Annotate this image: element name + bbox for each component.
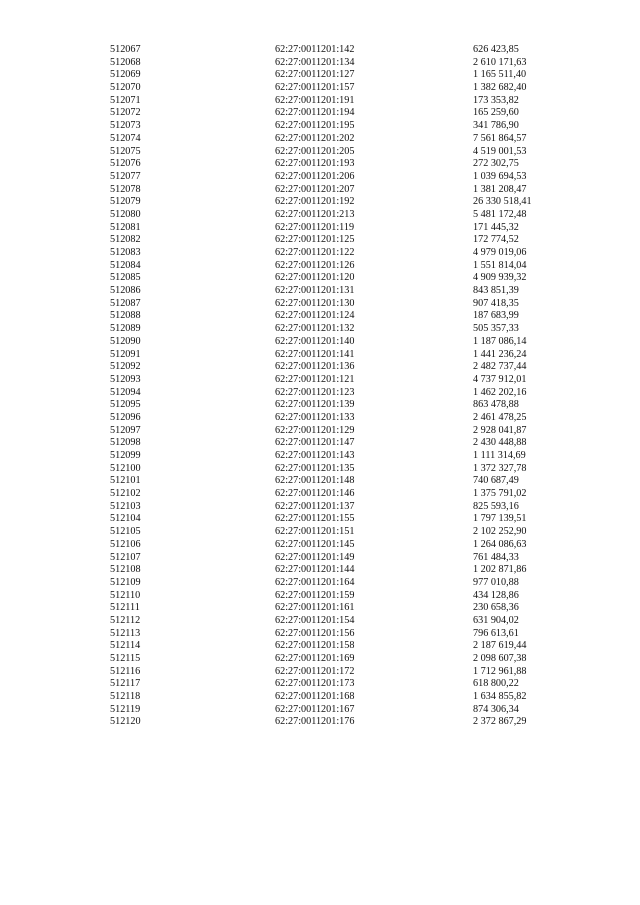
cadastral-number-cell: 62:27:0011201:168: [275, 691, 355, 703]
table-row: [110, 399, 570, 412]
cadastral-number-cell: 62:27:0011201:136: [275, 361, 355, 373]
cadastral-number-cell: 62:27:0011201:151: [275, 526, 355, 538]
value-cell: 1 634 855,82: [473, 691, 527, 703]
cadastral-number-cell: 62:27:0011201:129: [275, 424, 355, 436]
row-number-cell: 512107: [110, 551, 141, 563]
row-number-cell: 512067: [110, 44, 141, 55]
row-number-cell: 512077: [110, 170, 141, 182]
value-cell: 5 481 172,48: [473, 208, 527, 220]
table-row: [110, 247, 570, 260]
table-row: [110, 501, 570, 514]
table-row: [110, 615, 570, 628]
table-row: [110, 412, 570, 425]
table-row: [110, 640, 570, 653]
row-number-cell: 512102: [110, 488, 141, 500]
value-cell: 631 904,02: [473, 614, 519, 626]
table-row: [110, 57, 570, 70]
table-row: [110, 374, 570, 387]
cadastral-number-cell: 62:27:0011201:143: [275, 450, 355, 461]
row-number-cell: 512113: [110, 627, 141, 639]
table-row: [110, 171, 570, 184]
cadastral-number-cell: 62:27:0011201:125: [275, 234, 355, 246]
cadastral-number-cell: 62:27:0011201:148: [275, 475, 355, 487]
value-cell: 843 851,39: [473, 285, 519, 297]
cadastral-number-cell: 62:27:0011201:124: [275, 310, 355, 322]
table-row: [110, 95, 570, 108]
table-row: [110, 222, 570, 235]
cadastral-number-cell: 62:27:0011201:169: [275, 653, 355, 664]
table-row: [110, 146, 570, 159]
value-cell: 2 610 171,63: [473, 56, 527, 68]
row-number-cell: 512111: [110, 602, 140, 614]
cadastral-number-cell: 62:27:0011201:173: [275, 678, 355, 690]
cadastral-number-cell: 62:27:0011201:207: [275, 183, 355, 195]
table-row: [110, 298, 570, 311]
cadastral-number-cell: 62:27:0011201:134: [275, 56, 355, 68]
cadastral-number-cell: 62:27:0011201:140: [275, 335, 355, 347]
table-row: [110, 361, 570, 374]
value-cell: 761 484,33: [473, 551, 519, 563]
table-row: [110, 577, 570, 590]
value-cell: 1 187 086,14: [473, 335, 527, 347]
table-row: [110, 564, 570, 577]
value-cell: 626 423,85: [473, 44, 519, 55]
row-number-cell: 512071: [110, 94, 141, 106]
table-row: [110, 196, 570, 209]
value-cell: 2 482 737,44: [473, 361, 527, 373]
cadastral-number-cell: 62:27:0011201:176: [275, 716, 355, 728]
table-row: [110, 425, 570, 438]
value-cell: 434 128,86: [473, 589, 519, 601]
row-number-cell: 512100: [110, 462, 141, 474]
row-number-cell: 512115: [110, 653, 141, 664]
value-cell: 1 462 202,16: [473, 386, 527, 398]
value-cell: 4 979 019,06: [473, 247, 527, 258]
row-number-cell: 512119: [110, 703, 141, 715]
table-row: [110, 590, 570, 603]
value-cell: 825 593,16: [473, 500, 519, 512]
value-cell: 2 430 448,88: [473, 437, 527, 449]
value-cell: 173 353,82: [473, 94, 519, 106]
row-number-cell: 512117: [110, 678, 141, 690]
table-row: [110, 44, 570, 57]
row-number-cell: 512080: [110, 208, 141, 220]
table-row: [110, 653, 570, 666]
row-number-cell: 512097: [110, 424, 141, 436]
row-number-cell: 512110: [110, 589, 141, 601]
table-row: [110, 628, 570, 641]
value-cell: 1 441 236,24: [473, 348, 527, 360]
row-number-cell: 512087: [110, 297, 141, 309]
cadastral-number-cell: 62:27:0011201:120: [275, 272, 355, 284]
value-cell: 1 111 314,69: [473, 450, 526, 461]
table-row: [110, 387, 570, 400]
table-row: [110, 323, 570, 336]
row-number-cell: 512075: [110, 145, 141, 157]
cadastral-number-cell: 62:27:0011201:144: [275, 564, 355, 576]
cadastral-number-cell: 62:27:0011201:194: [275, 107, 355, 119]
cadastral-number-cell: 62:27:0011201:195: [275, 120, 355, 132]
value-cell: 874 306,34: [473, 703, 519, 715]
value-cell: 2 928 041,87: [473, 424, 527, 436]
table-row: [110, 336, 570, 349]
row-number-cell: 512074: [110, 132, 141, 144]
cadastral-number-cell: 62:27:0011201:146: [275, 488, 355, 500]
table-row: [110, 704, 570, 717]
row-number-cell: 512084: [110, 259, 141, 271]
value-cell: 977 010,88: [473, 576, 519, 588]
value-cell: 4 519 001,53: [473, 145, 527, 157]
row-number-cell: 512096: [110, 411, 141, 423]
value-cell: 505 357,33: [473, 323, 519, 335]
cadastral-number-cell: 62:27:0011201:137: [275, 500, 355, 512]
table-row: [110, 158, 570, 171]
cadastral-number-cell: 62:27:0011201:127: [275, 69, 355, 81]
table-row: [110, 513, 570, 526]
cadastral-number-cell: 62:27:0011201:131: [275, 285, 355, 297]
value-cell: 2 187 619,44: [473, 640, 527, 652]
value-cell: 740 687,49: [473, 475, 519, 487]
value-cell: 26 330 518,41: [473, 196, 532, 208]
value-cell: 4 737 912,01: [473, 373, 527, 385]
row-number-cell: 512094: [110, 386, 141, 398]
row-number-cell: 512098: [110, 437, 141, 449]
value-cell: 187 683,99: [473, 310, 519, 322]
cadastral-number-cell: 62:27:0011201:213: [275, 208, 355, 220]
cadastral-number-cell: 62:27:0011201:157: [275, 82, 355, 94]
cadastral-number-cell: 62:27:0011201:154: [275, 614, 355, 626]
cadastral-number-cell: 62:27:0011201:147: [275, 437, 355, 449]
row-number-cell: 512120: [110, 716, 141, 728]
value-cell: 165 259,60: [473, 107, 519, 119]
cadastral-number-cell: 62:27:0011201:141: [275, 348, 355, 360]
row-number-cell: 512081: [110, 221, 141, 233]
value-cell: 2 098 607,38: [473, 653, 527, 664]
value-cell: 4 909 939,32: [473, 272, 527, 284]
cadastral-number-cell: 62:27:0011201:193: [275, 158, 355, 170]
row-number-cell: 512099: [110, 450, 141, 461]
cadastral-number-cell: 62:27:0011201:126: [275, 259, 355, 271]
row-number-cell: 512114: [110, 640, 141, 652]
table-row: [110, 463, 570, 476]
table-row: [110, 349, 570, 362]
row-number-cell: 512082: [110, 234, 141, 246]
value-cell: 907 418,35: [473, 297, 519, 309]
value-cell: 171 445,32: [473, 221, 519, 233]
cadastral-number-cell: 62:27:0011201:158: [275, 640, 355, 652]
row-number-cell: 512112: [110, 614, 141, 626]
table-row: [110, 285, 570, 298]
value-cell: 1 264 086,63: [473, 538, 527, 550]
row-number-cell: 512083: [110, 247, 141, 258]
row-number-cell: 512078: [110, 183, 141, 195]
row-number-cell: 512116: [110, 665, 141, 677]
table-row: [110, 120, 570, 133]
table-row: [110, 526, 570, 539]
row-number-cell: 512085: [110, 272, 141, 284]
cadastral-number-cell: 62:27:0011201:119: [275, 221, 355, 233]
table-row: [110, 107, 570, 120]
cadastral-number-cell: 62:27:0011201:191: [275, 94, 355, 106]
row-number-cell: 512073: [110, 120, 141, 132]
value-cell: 341 786,90: [473, 120, 519, 132]
cadastral-number-cell: 62:27:0011201:149: [275, 551, 355, 563]
value-cell: 172 774,52: [473, 234, 519, 246]
value-cell: 1 712 961,88: [473, 665, 527, 677]
table-row: [110, 488, 570, 501]
value-cell: 272 302,75: [473, 158, 519, 170]
value-cell: 2 461 478,25: [473, 411, 527, 423]
table-row: [110, 678, 570, 691]
table-row: [110, 310, 570, 323]
row-number-cell: 512093: [110, 373, 141, 385]
value-cell: 1 165 511,40: [473, 69, 527, 81]
value-cell: 1 039 694,53: [473, 170, 527, 182]
value-cell: 1 551 814,04: [473, 259, 527, 271]
cadastral-number-cell: 62:27:0011201:167: [275, 703, 355, 715]
value-cell: 1 372 327,78: [473, 462, 527, 474]
table-row: [110, 234, 570, 247]
value-cell: 1 381 208,47: [473, 183, 527, 195]
value-cell: 1 375 791,02: [473, 488, 527, 500]
table-row: [110, 691, 570, 704]
row-number-cell: 512104: [110, 513, 141, 525]
cadastral-number-cell: 62:27:0011201:135: [275, 462, 355, 474]
table-row: [110, 209, 570, 222]
row-number-cell: 512068: [110, 56, 141, 68]
cadastral-number-cell: 62:27:0011201:202: [275, 132, 355, 144]
table-row: [110, 82, 570, 95]
cadastral-number-cell: 62:27:0011201:145: [275, 538, 355, 550]
row-number-cell: 512118: [110, 691, 141, 703]
cadastral-number-cell: 62:27:0011201:155: [275, 513, 355, 525]
value-cell: 863 478,88: [473, 399, 519, 411]
row-number-cell: 512095: [110, 399, 141, 411]
table-row: [110, 69, 570, 82]
row-number-cell: 512079: [110, 196, 141, 208]
row-number-cell: 512109: [110, 576, 141, 588]
value-cell: 7 561 864,57: [473, 132, 527, 144]
row-number-cell: 512076: [110, 158, 141, 170]
data-table: [110, 44, 570, 729]
row-number-cell: 512103: [110, 500, 141, 512]
cadastral-number-cell: 62:27:0011201:159: [275, 589, 355, 601]
row-number-cell: 512091: [110, 348, 141, 360]
row-number-cell: 512070: [110, 82, 141, 94]
cadastral-number-cell: 62:27:0011201:192: [275, 196, 355, 208]
row-number-cell: 512101: [110, 475, 141, 487]
row-number-cell: 512105: [110, 526, 141, 538]
table-row: [110, 716, 570, 729]
cadastral-number-cell: 62:27:0011201:132: [275, 323, 355, 335]
table-row: [110, 133, 570, 146]
table-row: [110, 437, 570, 450]
value-cell: 2 372 867,29: [473, 716, 527, 728]
table-row: [110, 475, 570, 488]
row-number-cell: 512089: [110, 323, 141, 335]
value-cell: 1 382 682,40: [473, 82, 527, 94]
cadastral-number-cell: 62:27:0011201:156: [275, 627, 355, 639]
table-row: [110, 184, 570, 197]
table-row: [110, 552, 570, 565]
row-number-cell: 512108: [110, 564, 141, 576]
row-number-cell: 512072: [110, 107, 141, 119]
value-cell: 1 202 871,86: [473, 564, 527, 576]
cadastral-number-cell: 62:27:0011201:161: [275, 602, 355, 614]
row-number-cell: 512088: [110, 310, 141, 322]
cadastral-number-cell: 62:27:0011201:205: [275, 145, 355, 157]
cadastral-number-cell: 62:27:0011201:172: [275, 665, 355, 677]
table-row: [110, 666, 570, 679]
cadastral-number-cell: 62:27:0011201:122: [275, 247, 355, 258]
cadastral-number-cell: 62:27:0011201:130: [275, 297, 355, 309]
row-number-cell: 512092: [110, 361, 141, 373]
table-row: [110, 539, 570, 552]
value-cell: 1 797 139,51: [473, 513, 527, 525]
cadastral-number-cell: 62:27:0011201:142: [275, 44, 355, 55]
value-cell: 2 102 252,90: [473, 526, 527, 538]
row-number-cell: 512106: [110, 538, 141, 550]
value-cell: 796 613,61: [473, 627, 519, 639]
cadastral-number-cell: 62:27:0011201:133: [275, 411, 355, 423]
table-row: [110, 272, 570, 285]
cadastral-number-cell: 62:27:0011201:139: [275, 399, 355, 411]
table-row: [110, 602, 570, 615]
row-number-cell: 512069: [110, 69, 141, 81]
row-number-cell: 512086: [110, 285, 141, 297]
cadastral-number-cell: 62:27:0011201:121: [275, 373, 355, 385]
cadastral-number-cell: 62:27:0011201:123: [275, 386, 355, 398]
row-number-cell: 512090: [110, 335, 141, 347]
cadastral-number-cell: 62:27:0011201:164: [275, 576, 355, 588]
table-row: [110, 450, 570, 463]
cadastral-number-cell: 62:27:0011201:206: [275, 170, 355, 182]
value-cell: 618 800,22: [473, 678, 519, 690]
table-row: [110, 260, 570, 273]
value-cell: 230 658,36: [473, 602, 519, 614]
